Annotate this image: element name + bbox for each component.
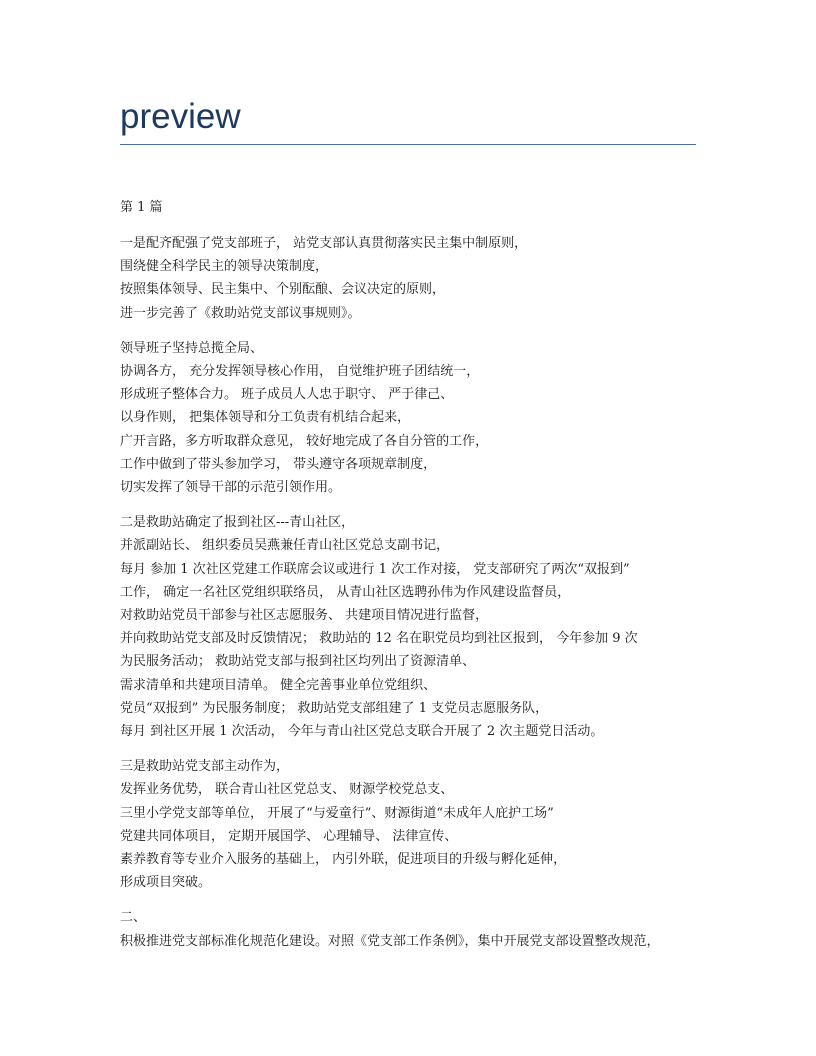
text-line: 以身作则， 把集体领导和分工负责有机结合起来， [120, 410, 411, 426]
text-line: 一是配齐配强了党支部班子， 站党支部认真贯彻落实民主集中制原则， [120, 236, 528, 251]
text-line: 对救助站党员干部参与社区志愿服务、 共建项目情况进行监督， [120, 608, 489, 624]
text-line: 协调各方， 充分发挥领导核心作用， 自觉维护班子团结统一， [120, 364, 480, 380]
text-line: 二是救助站确定了报到社区---青山社区， [120, 515, 355, 531]
paragraph-3 [120, 511, 700, 743]
text-line: 并派副站长、 组织委员吴燕兼任青山社区党总支副书记， [120, 538, 450, 554]
text-line: 党建共同体项目， 定期开展国学、 心理辅导、 法律宣传、 [120, 828, 458, 844]
text-line: 为民服务活动； 救助站党支部与报到社区均列出了资源清单、 [120, 654, 476, 670]
text-line: 广开言路，多方听取群众意见， 较好地完成了各自分管的工作， [120, 433, 489, 449]
text-line: 积极推进党支部标准化规范化建设。对照《党支部工作条例》，集中开展党支部设置整改规范， [120, 933, 660, 949]
document-title: preview [120, 97, 241, 136]
text-line: 按照集体领导、民主集中、个别酝酿、会议决定的原则， [120, 282, 446, 298]
text-line: 素养教育等专业介入服务的基础上， 内引外联，促进项目的升级与孵化延伸， [120, 852, 567, 868]
document-body [120, 196, 700, 965]
text-line: 三里小学党支部等单位， 开展了“与爱童行”、财源街道“未成年人庇护工场” [120, 805, 554, 821]
text-line: 进一步完善了《救助站党支部议事规则》。 [120, 305, 361, 321]
text-line: 二、 [120, 910, 147, 926]
text-line: 工作， 确定一名社区党组织联络员， 从青山社区选聘孙伟为作风建设监督员， [120, 584, 571, 600]
text-line: 每月 到社区开展 1 次活动， 今年与青山社区党总支联合开展了 2 次主题党日活动。 [120, 724, 604, 740]
text-line: 并向救助站党支部及时反馈情况； 救助站的 12 名在职党员均到社区报到， 今年参加 9 次 [120, 631, 638, 647]
text-line: 三是救助站党支部主动作为， [120, 759, 290, 775]
text-line: 形成班子整体合力。 班子成员人人忠于职守、 严于律己、 [120, 387, 454, 403]
title-underline [120, 144, 696, 145]
section-heading: 第 1 篇 [120, 200, 163, 215]
text-line: 领导班子坚持总揽全局、 [120, 340, 264, 356]
text-line: 围绕健全科学民主的领导决策制度， [120, 259, 329, 275]
text-line: 需求清单和共建项目清单。 健全完善事业单位党组织、 [120, 677, 437, 693]
text-line: 工作中做到了带头参加学习， 带头遵守各项规章制度， [120, 456, 437, 472]
paragraph-5 [120, 906, 700, 952]
paragraph-2 [120, 337, 700, 499]
text-line: 切实发挥了领导干部的示范引领作用。 [120, 480, 342, 496]
text-line: 发挥业务优势， 联合青山社区党总支、 财源学校党总支、 [120, 782, 454, 798]
paragraph-1 [120, 232, 700, 325]
text-line: 党员“双报到” 为民服务制度； 救助站党支部组建了 1 支党员志愿服务队， [120, 700, 549, 716]
text-line: 形成项目突破。 [120, 875, 212, 891]
text-line: 每月 参加 1 次社区党建工作联席会议或进行 1 次工作对接， 党支部研究了两次“双报到” [120, 561, 630, 577]
paragraph-4 [120, 755, 700, 894]
